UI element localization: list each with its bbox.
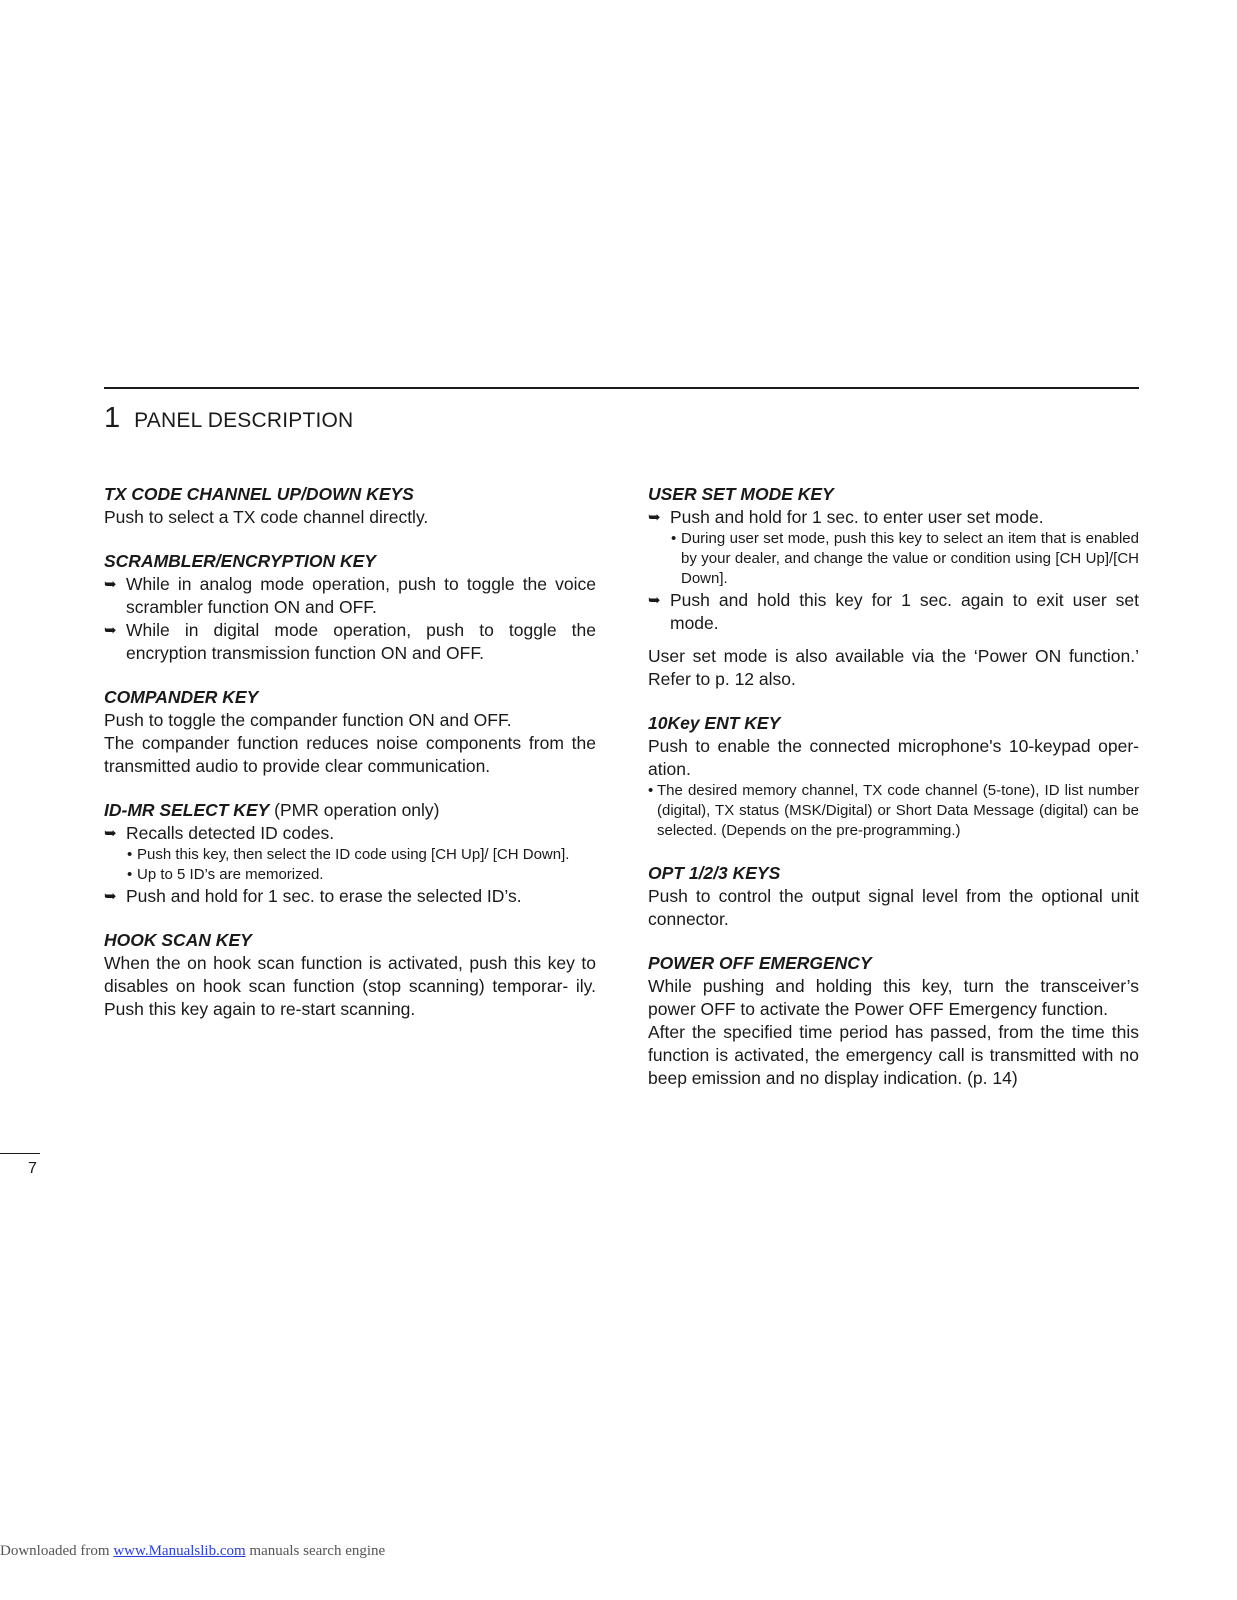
sub-item-text: During user set mode, push this key to select an item that is enabled by your dealer, and change the value or condition using [CH Up]/[CH Down]. <box>681 530 1139 587</box>
chapter-header <box>104 402 353 438</box>
page-number: 7 <box>28 1160 37 1177</box>
section-heading: POWER OFF EMERGENCY <box>648 953 872 973</box>
list-item-text: Push and hold this key for 1 sec. again to exit user set mode. <box>670 590 1139 633</box>
section-body: After the specified time period has passed, from the time this function is activated, the emergency call is transmitted with no beep emission and no display indication. (p. 14) <box>648 1022 1139 1088</box>
bullet-note-text: The desired memory channel, TX code channel (5-tone), ID list number (digital), TX status (MSK/Digital) or Short Data Message (digital) can be selected. (Depends on the pre-programming.) <box>657 782 1139 839</box>
section-body: Push to enable the connected microphone's 10-keypad oper- ation. <box>648 736 1139 779</box>
sub-list-item <box>648 529 1139 589</box>
section-heading: 10Key ENT KEY <box>648 713 781 733</box>
arrow-bullet-icon: ➥ <box>648 509 661 526</box>
section-heading: TX CODE CHANNEL UP/DOWN KEYS <box>104 484 414 504</box>
section-tx-code-keys <box>104 483 596 529</box>
section-10key-ent-key <box>648 712 1139 841</box>
section-power-off-emergency <box>648 952 1139 1090</box>
section-body: While pushing and holding this key, turn the transceiver’s power OFF to activate the Power OFF Emergency function. <box>648 976 1139 1019</box>
section-hook-scan-key <box>104 929 596 1021</box>
section-body: The compander function reduces noise components from the transmitted audio to provide clear communication. <box>104 733 596 776</box>
manualslib-link[interactable]: www.Manualslib.com <box>113 1543 246 1559</box>
heading-note: (PMR operation only) <box>269 800 440 820</box>
arrow-bullet-icon: ➥ <box>104 576 117 593</box>
sub-list-item <box>104 845 596 865</box>
header-rule <box>104 387 1139 389</box>
section-body: Push to toggle the compander function ON and OFF. <box>104 710 512 730</box>
section-heading: COMPANDER KEY <box>104 687 259 707</box>
section-heading: USER SET MODE KEY <box>648 484 834 504</box>
list-item-text: Push and hold for 1 sec. to enter user set mode. <box>670 507 1044 527</box>
footer-suffix: manuals search engine <box>245 1543 386 1559</box>
section-scrambler-key <box>104 550 596 665</box>
section-body: When the on hook scan function is activated, push this key to disables on hook scan function (stop scanning) temporar- ily. Push this key again to re-start scanning. <box>104 953 596 1019</box>
bullet-icon: • <box>127 866 133 883</box>
bullet-icon: • <box>127 846 133 863</box>
list-item <box>648 589 1139 635</box>
sub-item-text: Push this key, then select the ID code using [CH Up]/ [CH Down]. <box>137 846 570 863</box>
list-item-text: Recalls detected ID codes. <box>126 823 335 843</box>
chapter-title: PANEL DESCRIPTION <box>134 409 354 432</box>
section-user-set-mode-key <box>648 483 1139 691</box>
list-item <box>104 619 596 665</box>
list-item <box>104 822 596 845</box>
bullet-icon: • <box>648 782 654 799</box>
section-compander-key <box>104 686 596 778</box>
arrow-bullet-icon: ➥ <box>104 825 117 842</box>
section-body: Push to select a TX code channel directly. <box>104 507 429 527</box>
list-item-text: While in analog mode operation, push to toggle the voice scrambler function ON and OFF. <box>126 574 596 617</box>
list-item-text: While in digital mode operation, push to toggle the encryption transmission function ON and OFF. <box>126 620 596 663</box>
right-column <box>648 483 1139 1111</box>
heading-text: ID-MR SELECT KEY <box>104 800 270 820</box>
section-heading <box>104 799 596 822</box>
list-item <box>104 573 596 619</box>
arrow-bullet-icon: ➥ <box>648 592 661 609</box>
left-column <box>104 483 596 1042</box>
section-body: Push to control the output signal level from the optional unit connector. <box>648 886 1139 929</box>
sub-item-text: Up to 5 ID’s are memorized. <box>137 866 324 883</box>
section-heading: SCRAMBLER/ENCRYPTION KEY <box>104 551 376 571</box>
section-note: User set mode is also available via the ‘Power ON function.’ Refer to p. 12 also. <box>648 646 1139 689</box>
list-item-text: Push and hold for 1 sec. to erase the selected ID’s. <box>126 886 522 906</box>
bullet-icon: • <box>671 530 677 547</box>
arrow-bullet-icon: ➥ <box>104 888 117 905</box>
section-heading: OPT 1/2/3 KEYS <box>648 863 781 883</box>
arrow-bullet-icon: ➥ <box>104 622 117 639</box>
footer-prefix: Downloaded from <box>0 1543 114 1559</box>
list-item <box>104 885 596 908</box>
list-item <box>648 506 1139 529</box>
section-id-mr-select-key <box>104 799 596 908</box>
chapter-number: 1 <box>104 402 121 434</box>
section-heading: HOOK SCAN KEY <box>104 930 252 950</box>
bullet-note <box>648 781 1139 841</box>
sub-list-item <box>104 865 596 885</box>
section-opt-keys <box>648 862 1139 931</box>
page-number-rule <box>0 1153 40 1154</box>
download-footer <box>0 1543 385 1560</box>
